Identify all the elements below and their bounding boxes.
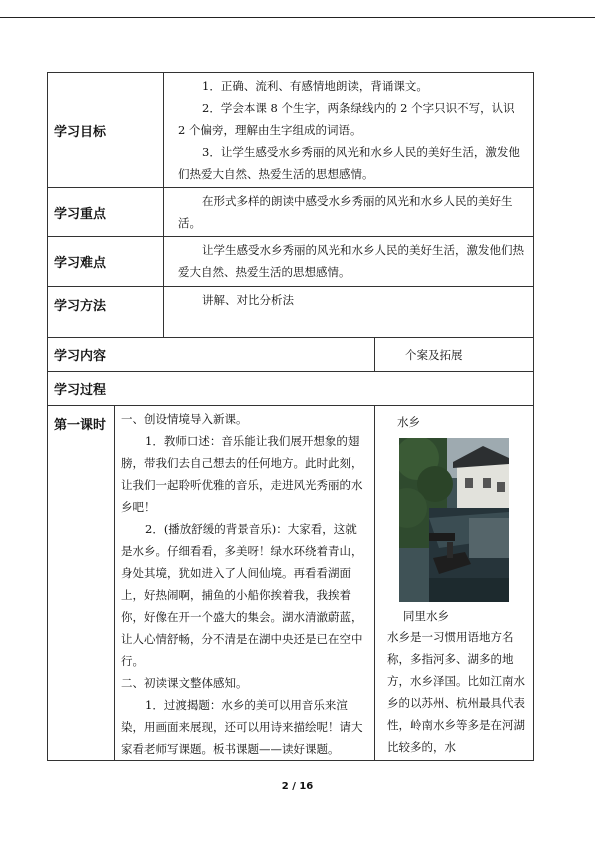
objective-item: 3．让学生感受水乡秀丽的风光和水乡人民的美好生活，激发他们热爱大自然、热爱生活的思想感情。 [178,145,520,181]
header-rule [0,17,595,18]
lesson-paragraph: 二、初读课文整体感知。 [121,676,248,690]
process-label: 学习过程 [48,372,534,406]
key-points-text: 在形式多样的朗读中感受水乡秀丽的风光和水乡人民的美好生活。 [178,194,513,230]
lesson1-row [48,406,534,761]
difficulties-text: 让学生感受水乡秀丽的风光和水乡人民的美好生活，激发他们热爱大自然、热爱生活的思想感情。 [178,243,525,279]
lesson-paragraph: 1．过渡揭题：水乡的美可以用音乐来渲染，用画面来展现，还可以用诗来描绘呢！请大家看老师写课题。板书课题——读好课题。 [121,698,363,756]
lesson-paragraph: 一、创设情境导入新课。 [121,412,248,426]
key-points-label: 学习重点 [48,188,164,237]
content-right: 个案及拓展 [375,338,534,372]
lesson1-label: 第一课时 [48,406,115,761]
methods-label: 学习方法 [48,287,164,338]
lesson-paragraph: 2．(播放舒缓的背景音乐)：大家看，这就是水乡。仔细看看，多美呀！绿水环绕着青山，身处其境，犹如进入了人间仙境。再看看湖面上，好热闹啊，捕鱼的小船你挨着我，我挨着你，好像在开一个盛大的集会。湖水清澈蔚蓝，让人心情舒畅，分不清是在湖中央还是已在空中行。 [121,522,363,668]
lesson-plan-table [47,72,534,761]
lesson1-body [115,406,375,761]
key-points-row [48,188,534,237]
objective-item: 1．正确、流利、有感情地朗读，背诵课文。 [202,79,428,93]
extension-cell [375,406,534,761]
difficulties-label: 学习难点 [48,237,164,287]
objectives-cell [164,73,534,188]
difficulties-row [48,237,534,287]
side-title: 水乡 [397,415,421,429]
page-number: 2 / 16 [281,781,314,792]
objective-item: 2．学会本课 8 个生字，两条绿线内的 2 个字只识不写，认识 2 个偏旁，理解由生字组成的词语。 [178,101,515,137]
methods-text: 讲解、对比分析法 [202,293,295,307]
objectives-label: 学习目标 [48,73,164,188]
side-description: 水乡是一习惯用语地方名称，多指河多、湖多的地方，水乡泽国。比如江南水乡的以苏州、杭州最具代表性，岭南水乡等多是在河湖比较多的，水 [387,630,526,754]
photo-caption: 同里水乡 [403,609,450,623]
lesson-paragraph: 1．教师口述：音乐能让我们展开想象的翅膀，带我们去自己想去的任何地方。此时此刻，让我们一起聆听优雅的音乐，走进风光秀丽的水乡吧！ [121,434,363,514]
content-row [48,338,534,372]
objectives-row [48,73,534,188]
content-label: 学习内容 [48,338,375,372]
methods-row [48,287,534,338]
water-town-photo [399,438,509,602]
process-row [48,372,534,406]
water-town-photo-graphic [399,438,509,602]
